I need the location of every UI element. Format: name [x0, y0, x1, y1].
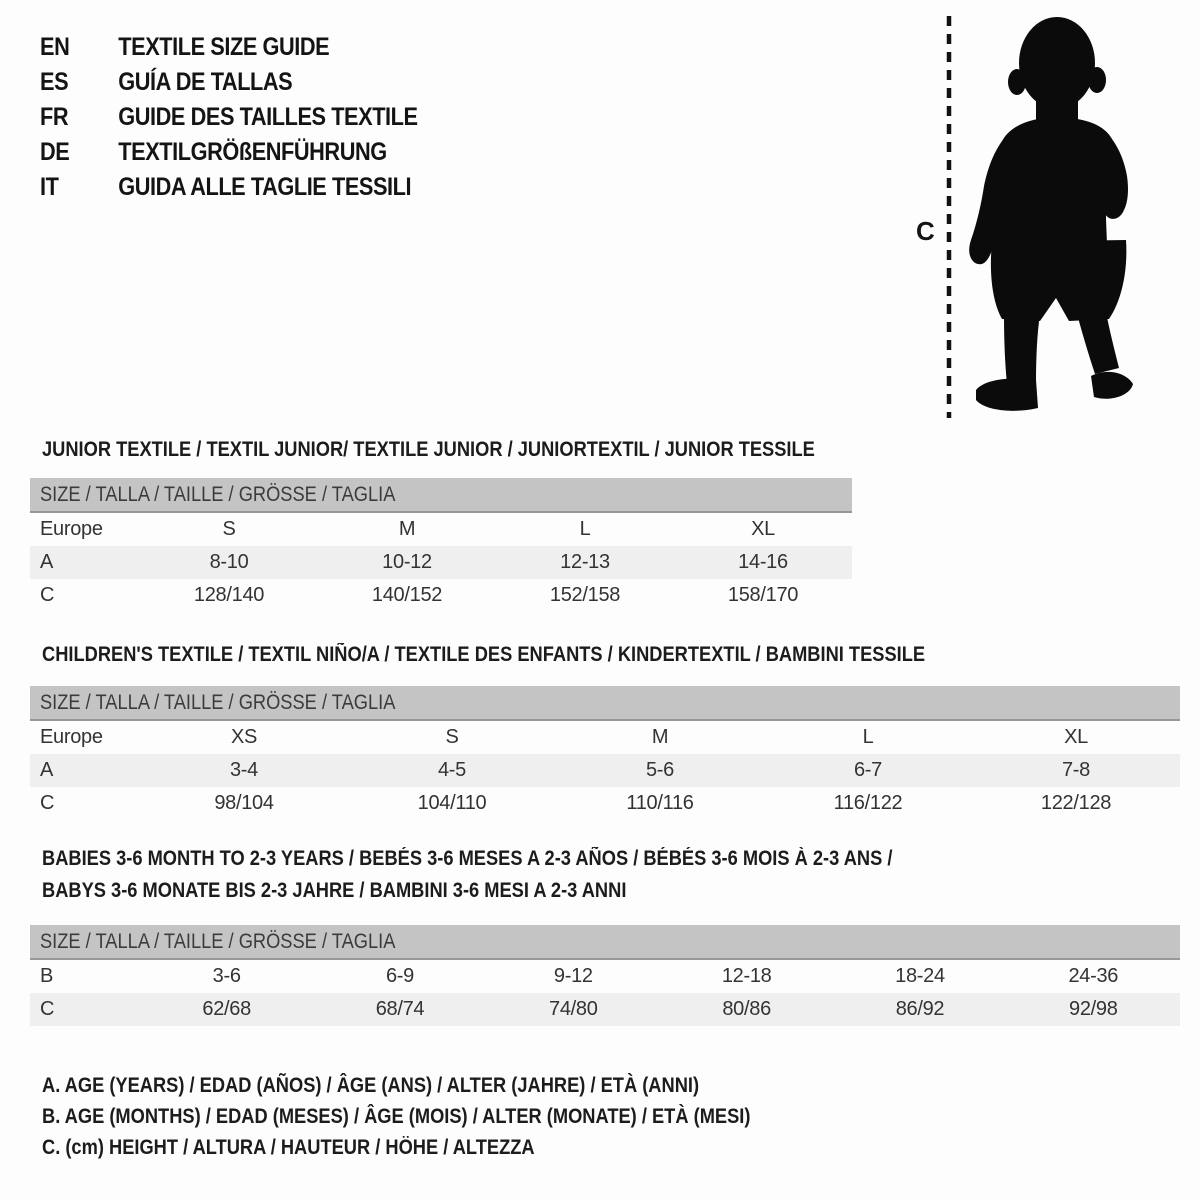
legend-line: [42, 1101, 856, 1132]
row-cell: 86/92: [895, 998, 945, 1020]
row-cell: 116/122: [833, 792, 903, 814]
section-title-line: [42, 639, 1057, 671]
row-cell: 152/158: [549, 584, 621, 606]
row-label: A: [40, 551, 54, 573]
row-cell: 74/80: [549, 998, 598, 1020]
section-title: [42, 639, 1057, 671]
row-cell: 6-9: [385, 965, 414, 987]
section-title-text: BABIES 3-6 MONTH TO 2-3 YEARS / BEBÉS 3-6 MESES A 2-3 AÑOS / BÉBÉS 3-6 MOIS À 2-3 ANS /: [42, 847, 893, 870]
row-cell: 24-36: [1068, 965, 1119, 987]
row-cell: 10-12: [382, 551, 432, 573]
row-cell: 6-7: [853, 759, 882, 781]
language-code: IT: [40, 173, 59, 201]
row-cell: 98/104: [214, 792, 274, 814]
row-cell: XL: [1064, 726, 1088, 748]
row-label: Europe: [40, 726, 103, 748]
language-code: ES: [40, 68, 69, 96]
row-cell: L: [579, 518, 591, 540]
size-table-header: [30, 925, 1180, 960]
size-table: [30, 925, 1180, 1026]
language-title: TEXTILE SIZE GUIDE: [118, 33, 330, 61]
language-code: FR: [40, 103, 69, 131]
row-cell: 5-6: [645, 759, 674, 781]
size-table-header-text: SIZE / TALLA / TAILLE / GRÖSSE / TAGLIA: [40, 929, 396, 953]
row-cell: 9-12: [553, 965, 593, 987]
row-cell: 14-16: [738, 551, 788, 573]
language-title: TEXTILGRÖßENFÜHRUNG: [118, 138, 387, 166]
row-cell: 140/152: [371, 584, 443, 606]
row-cell: 8-10: [209, 551, 249, 573]
height-measure-label: C: [916, 216, 935, 246]
height-measure-line: [944, 16, 954, 418]
language-title: GUIDA ALLE TAGLIE TESSILI: [118, 173, 412, 201]
row-cell: XS: [230, 726, 258, 748]
size-table-header-text: SIZE / TALLA / TAILLE / GRÖSSE / TAGLIA: [40, 482, 396, 506]
row-cell: 12-18: [721, 965, 772, 987]
section-title-text: JUNIOR TEXTILE / TEXTIL JUNIOR/ TEXTILE JUNIOR / JUNIORTEXTIL / JUNIOR TESSILE: [42, 438, 815, 461]
section-title-line: [42, 434, 930, 466]
section-title-text: BABYS 3-6 MONATE BIS 2-3 JAHRE / BAMBINI 3-6 MESI A 2-3 ANNI: [42, 879, 627, 902]
language-code: EN: [40, 33, 70, 61]
row-cell: XL: [751, 518, 775, 540]
row-cell: 158/170: [727, 584, 799, 606]
language-title: GUIDE DES TAILLES TEXTILE: [118, 103, 418, 131]
size-table-header-text: SIZE / TALLA / TAILLE / GRÖSSE / TAGLIA: [40, 690, 396, 714]
table-row: [30, 546, 852, 579]
table-row: [30, 579, 852, 612]
language-title-list: [40, 30, 474, 205]
legend-line-text: C. (cm) HEIGHT / ALTURA / HAUTEUR / HÖHE / ALTEZZA: [42, 1135, 535, 1159]
row-cell: 104/110: [417, 792, 487, 814]
row-label: Europe: [40, 518, 103, 540]
section-title: [42, 843, 1020, 907]
row-label: A: [40, 759, 54, 781]
table-row: [30, 787, 1180, 820]
row-cell: 128/140: [193, 584, 265, 606]
row-cell: 110/116: [626, 792, 694, 814]
row-cell: 7-8: [1061, 759, 1090, 781]
section-title: [42, 434, 930, 466]
legend-line-text: A. AGE (YEARS) / EDAD (AÑOS) / ÂGE (ANS) / ALTER (JAHRE) / ETÀ (ANNI): [42, 1073, 700, 1097]
size-table: [30, 478, 852, 612]
row-cell: S: [445, 726, 459, 748]
table-row: [30, 721, 1180, 754]
row-cell: 80/86: [722, 998, 771, 1020]
row-cell: 3-6: [212, 965, 241, 987]
row-label: C: [40, 792, 55, 814]
language-row: [40, 100, 418, 135]
row-label: C: [40, 584, 55, 606]
section-title-line: [42, 875, 1020, 907]
language-row: [40, 135, 418, 170]
row-cell: S: [222, 518, 236, 540]
row-label: B: [40, 965, 54, 987]
table-row: [30, 960, 1180, 993]
row-cell: 68/74: [375, 998, 425, 1020]
table-row: [30, 993, 1180, 1026]
language-code: DE: [40, 138, 70, 166]
language-title: GUÍA DE TALLAS: [118, 68, 293, 96]
size-table-header: [30, 686, 1180, 721]
size-table: [30, 686, 1180, 820]
toddler-silhouette-image: [956, 14, 1140, 418]
legend-line: [42, 1070, 856, 1101]
row-cell: M: [651, 726, 669, 748]
table-row: [30, 513, 852, 546]
row-cell: M: [398, 518, 416, 540]
language-row: [40, 170, 418, 205]
size-table-header: [30, 478, 852, 513]
legend-line-text: B. AGE (MONTHS) / EDAD (MESES) / ÂGE (MOIS) / ALTER (MONATE) / ETÀ (MESI): [42, 1104, 751, 1128]
row-cell: 12-13: [560, 551, 610, 573]
table-row: [30, 754, 1180, 787]
row-cell: 3-4: [229, 759, 258, 781]
section-title-line: [42, 843, 1020, 875]
row-label: C: [40, 998, 55, 1020]
row-cell: L: [862, 726, 874, 748]
section-title-text: CHILDREN'S TEXTILE / TEXTIL NIÑO/A / TEXTILE DES ENFANTS / KINDERTEXTIL / BAMBINI TESSILE: [42, 643, 926, 666]
legend: [42, 1070, 856, 1163]
legend-line: [42, 1132, 856, 1163]
row-cell: 122/128: [1040, 792, 1112, 814]
language-row: [40, 30, 418, 65]
language-row: [40, 65, 418, 100]
row-cell: 4-5: [437, 759, 466, 781]
row-cell: 92/98: [1069, 998, 1118, 1020]
row-cell: 18-24: [895, 965, 945, 987]
row-cell: 62/68: [202, 998, 251, 1020]
